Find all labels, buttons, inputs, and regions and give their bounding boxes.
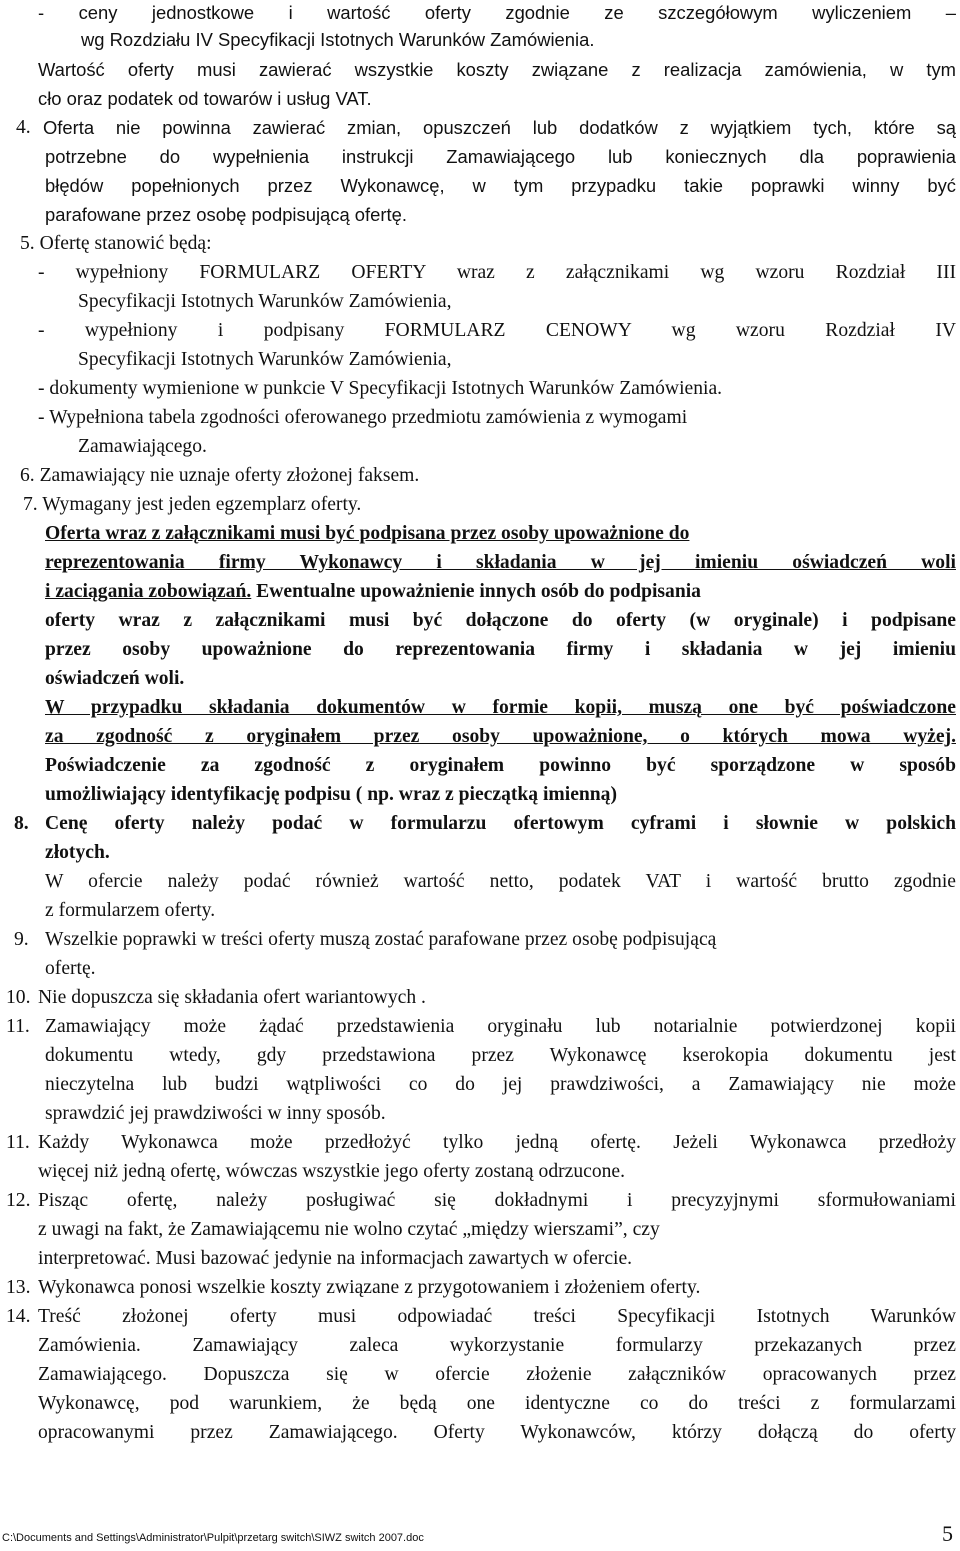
- bullet-line: - wypełniony FORMULARZ OFERTY wraz z załącznikami wg wzoru Rozdział III: [38, 262, 956, 283]
- underlined-fragment: i zaciągania zobowiązań.: [45, 581, 252, 602]
- item-number-11: 11.: [6, 1016, 30, 1037]
- bullet-line: - dokumenty wymienione w punkcie V Specyfikacji Istotnych Warunków Zamówienia.: [38, 378, 723, 399]
- page-number: 5: [942, 1521, 953, 1546]
- text-line: więcej niż jedną ofertę, wówczas wszystkie jego oferty zostaną odrzucone.: [38, 1161, 626, 1182]
- item-7: 7. Wymagany jest jeden egzemplarz oferty.: [23, 494, 362, 515]
- text-line: parafowane przez osobę podpisującą ofertę.: [45, 204, 407, 225]
- bullet-line: - wypełniony i podpisany FORMULARZ CENOWY wg wzoru Rozdział IV: [38, 320, 956, 341]
- text-line: opracowanymi przez Zamawiającego. Oferty Wykonawców, którzy dołączą do oferty: [38, 1422, 956, 1443]
- text-line: dokumentu wtedy, gdy przedstawiona przez Wykonawcę kserokopia dokumentu jest: [45, 1045, 956, 1066]
- text-line: sprawdzić jej prawdziwości w inny sposób.: [45, 1103, 386, 1124]
- bold-line: złotych.: [45, 842, 110, 863]
- item-number-4: 4.: [16, 117, 31, 138]
- text-line: Wykonawca ponosi wszelkie koszty związane z przygotowaniem i złożeniem oferty.: [38, 1277, 701, 1298]
- mixed-bold-line: [45, 579, 956, 605]
- text-line: Wartość oferty musi zawierać wszystkie koszty związane z realizacja zamówienia, w tym: [38, 59, 956, 80]
- item-number-8: 8.: [14, 813, 29, 834]
- text-line: Zamawiającego. Dopuszcza się w ofercie złożenie załączników opracowanych przez: [38, 1364, 956, 1385]
- item-number-11b: 11.: [6, 1132, 30, 1153]
- text-line: Każdy Wykonawca może przedłożyć tylko jedną ofertę. Jeżeli Wykonawca przedłoży: [38, 1132, 956, 1153]
- item-number-9: 9.: [14, 929, 29, 950]
- bold-line: przez osoby upoważnione do reprezentowania firmy i składania w jej imieniu: [45, 639, 956, 660]
- footer-file-path: C:\Documents and Settings\Administrator\Pulpit\przetarg switch\SIWZ switch 2007.doc: [2, 1532, 424, 1544]
- item-number-14: 14.: [6, 1306, 31, 1327]
- text-line: W ofercie należy podać również wartość netto, podatek VAT i wartość brutto zgodnie: [45, 871, 956, 892]
- text-line: cło oraz podatek od towarów i usług VAT.: [38, 88, 372, 109]
- text-line: nieczytelna lub budzi wątpliwości co do jej prawdziwości, a Zamawiający nie może: [45, 1074, 956, 1095]
- text-line: błędów popełnionych przez Wykonawcę, w tym przypadku takie poprawki winny być: [45, 175, 956, 196]
- item-number-10: 10.: [6, 987, 31, 1008]
- bold-underlined-line: W przypadku składania dokumentów w formie kopii, muszą one być poświadczone: [45, 697, 956, 718]
- text-line: Wykonawcę, pod warunkiem, że będą one identyczne co do treści z formularzami: [38, 1393, 956, 1414]
- bullet-line: - Wypełniona tabela zgodności oferowanego przedmiotu zamówienia z wymogami: [38, 407, 688, 428]
- bold-line: oświadczeń woli.: [45, 668, 185, 689]
- text-line: Wszelkie poprawki w treści oferty muszą zostać parafowane przez osobę podpisującą: [45, 929, 717, 950]
- bold-fragment: Ewentualne upoważnienie innych osób do podpisania: [251, 581, 701, 602]
- item-number-13: 13.: [6, 1277, 31, 1298]
- bullet-line-price: - ceny jednostkowe i wartość oferty zgodnie ze szczegółowym wyliczeniem –: [38, 2, 956, 23]
- bold-underlined-line: reprezentowania firmy Wykonawcy i składania w jej imieniu oświadczeń woli: [45, 552, 956, 573]
- text-line: interpretować. Musi bazować jedynie na informacjach zawartych w ofercie.: [38, 1248, 633, 1269]
- item-6: 6. Zamawiający nie uznaje oferty złożonej faksem.: [20, 465, 420, 486]
- item-5-heading: 5. Ofertę stanowić będą:: [20, 233, 212, 254]
- text-line: Zamawiający może żądać przedstawienia oryginału lub notarialnie potwierdzonej kopii: [45, 1016, 956, 1037]
- text-line: z uwagi na fakt, że Zamawiającemu nie wolno czytać „między wierszami”, czy: [38, 1219, 660, 1240]
- text-line: potrzebne do wypełnienia instrukcji Zamawiającego lub koniecznych dla poprawienia: [45, 146, 956, 167]
- bold-line: Poświadczenie za zgodność z oryginałem powinno być sporządzone w sposób: [45, 755, 956, 776]
- text-line: Zamówienia. Zamawiający zaleca wykorzystanie formularzy przekazanych przez: [38, 1335, 956, 1356]
- item-number-12: 12.: [6, 1190, 31, 1211]
- text-line: z formularzem oferty.: [45, 900, 216, 921]
- bold-underlined-line: Oferta wraz z załącznikami musi być podpisana przez osoby upoważnione do: [45, 523, 690, 544]
- bold-line: oferty wraz z załącznikami musi być dołączone do oferty (w oryginale) i podpisane: [45, 610, 956, 631]
- text-line: Pisząc ofertę, należy posługiwać się dokładnymi i precyzyjnymi sformułowaniami: [38, 1190, 956, 1211]
- text-line: Specyfikacji Istotnych Warunków Zamówienia,: [78, 291, 452, 312]
- text-line: Nie dopuszcza się składania ofert wariantowych .: [38, 987, 426, 1008]
- text-line: Oferta nie powinna zawierać zmian, opuszczeń lub dodatków z wyjątkiem tych, które są: [43, 117, 956, 138]
- bold-line: Cenę oferty należy podać w formularzu ofertowym cyframi i słownie w polskich: [45, 813, 956, 834]
- text-line: ofertę.: [45, 958, 96, 979]
- text-line: Specyfikacji Istotnych Warunków Zamówienia,: [78, 349, 452, 370]
- bold-underlined-line: za zgodność z oryginałem przez osoby upoważnione, o których mowa wyżej.: [45, 726, 956, 747]
- bold-line: umożliwiający identyfikację podpisu ( np. wraz z pieczątką imienną): [45, 784, 618, 805]
- text-line: Zamawiającego.: [78, 436, 207, 457]
- text-line: Treść złożonej oferty musi odpowiadać treści Specyfikacji Istotnych Warunków: [38, 1306, 956, 1327]
- text-line: wg Rozdziału IV Specyfikacji Istotnych Warunków Zamówienia.: [81, 29, 595, 50]
